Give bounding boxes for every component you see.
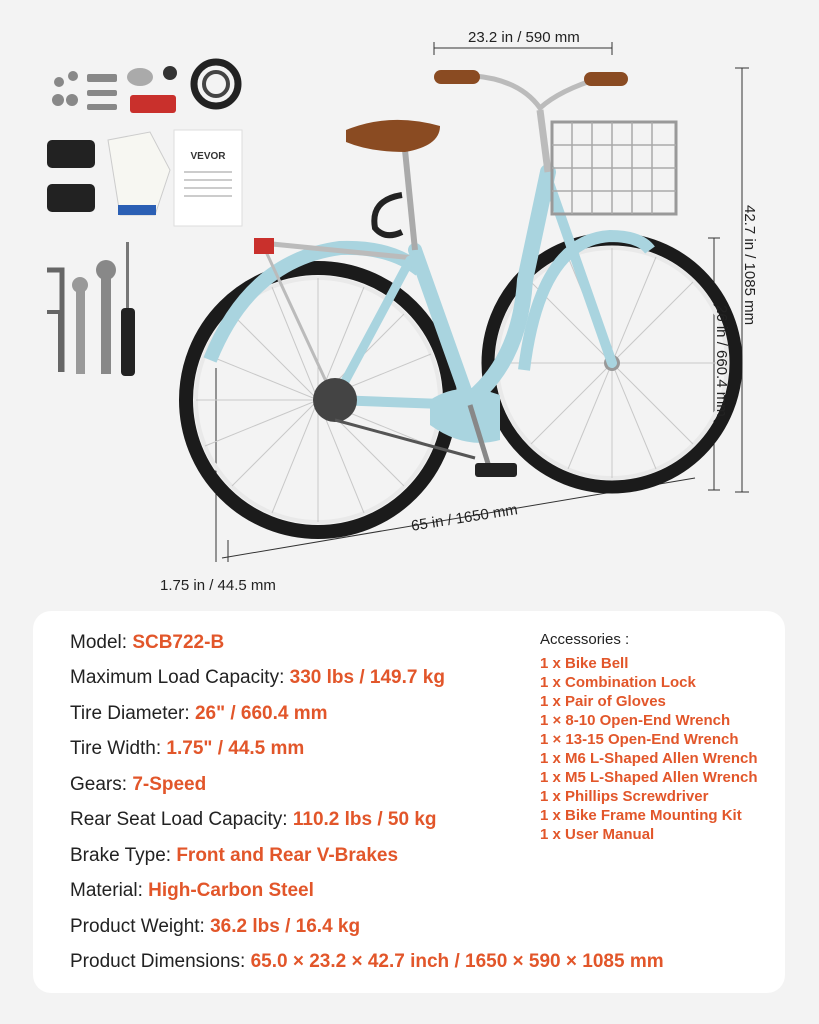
length-dimension-label: 65 in / 1650 mm xyxy=(410,501,519,535)
combination-lock-icon xyxy=(194,62,238,106)
tools-icon xyxy=(47,242,135,376)
spec-max-load xyxy=(70,667,445,689)
spec-label: Tire Diameter: xyxy=(70,703,190,724)
spec-tire-width xyxy=(70,738,304,760)
spec-model xyxy=(70,632,224,654)
spec-value: 7-Speed xyxy=(132,774,207,795)
gloves-icon xyxy=(108,132,170,215)
spec-value: 1.75" / 44.5 mm xyxy=(166,738,305,759)
spec-gears xyxy=(70,774,206,796)
seat xyxy=(346,120,440,250)
spec-product-weight xyxy=(70,916,360,938)
accessory-item: 1 x Bike Frame Mounting Kit xyxy=(540,807,742,824)
spec-label: Product Weight: xyxy=(70,916,205,937)
gear-cassette xyxy=(313,378,357,422)
spec-value: 65.0 × 23.2 × 42.7 inch / 1650 × 590 × 1085 mm xyxy=(250,951,664,972)
spec-value: 36.2 lbs / 16.4 kg xyxy=(210,916,361,937)
accessory-item: 1 × 8-10 Open-End Wrench xyxy=(540,712,731,729)
manual-brand: VEVOR xyxy=(190,151,226,162)
accessory-item: 1 x Phillips Screwdriver xyxy=(540,788,709,805)
accessory-item: 1 x M6 L-Shaped Allen Wrench xyxy=(540,750,758,767)
dimension-lines xyxy=(216,42,749,562)
spec-tire-diameter xyxy=(70,703,328,725)
spec-material xyxy=(70,880,314,902)
spec-value: SCB722-B xyxy=(132,632,225,653)
accessory-item: 1 x M5 L-Shaped Allen Wrench xyxy=(540,769,758,786)
spec-value: 330 lbs / 149.7 kg xyxy=(289,667,445,688)
spec-value: 26" / 660.4 mm xyxy=(194,703,328,724)
spec-label: Rear Seat Load Capacity: xyxy=(70,809,288,830)
spec-product-dimensions xyxy=(70,951,664,973)
accessory-item: 1 × 13-15 Open-End Wrench xyxy=(540,731,739,748)
user-manual-icon xyxy=(174,130,242,226)
wheel-dimension-label: 26 in / 660.4 mm xyxy=(713,305,730,417)
spec-label: Maximum Load Capacity: xyxy=(70,667,285,688)
spec-value: 110.2 lbs / 50 kg xyxy=(292,809,437,830)
bicycle xyxy=(186,70,736,532)
height-dimension-label: 42.7 in / 1085 mm xyxy=(741,205,758,326)
accessory-item: 1 x User Manual xyxy=(540,826,655,843)
accessory-item: 1 x Pair of Gloves xyxy=(540,693,666,710)
spec-rear-seat-load xyxy=(70,809,437,831)
lock-on-frame xyxy=(374,195,402,235)
reflector-icon xyxy=(130,95,176,113)
specifications-card xyxy=(33,611,785,993)
tire-width-dimension-label: 1.75 in / 44.5 mm xyxy=(160,577,276,594)
spec-label: Gears: xyxy=(70,774,128,795)
width-dimension-label: 23.2 in / 590 mm xyxy=(468,29,580,46)
spec-label: Material: xyxy=(70,880,143,901)
accessory-item: 1 x Combination Lock xyxy=(540,674,696,691)
accessories-title: Accessories : xyxy=(540,631,630,648)
spec-value: Front and Rear V-Brakes xyxy=(176,845,399,866)
spec-value: High-Carbon Steel xyxy=(148,880,314,901)
spec-label: Tire Width: xyxy=(70,738,162,759)
accessory-item: 1 x Bike Bell xyxy=(540,655,629,672)
spec-label: Brake Type: xyxy=(70,845,172,866)
spec-brake-type xyxy=(70,845,398,867)
pedals-icon xyxy=(47,140,95,212)
spec-label: Model: xyxy=(70,632,128,653)
spec-label: Product Dimensions: xyxy=(70,951,246,972)
bike-bell-icon xyxy=(127,66,177,86)
front-basket xyxy=(552,122,676,214)
mounting-kit-icon xyxy=(52,71,117,110)
